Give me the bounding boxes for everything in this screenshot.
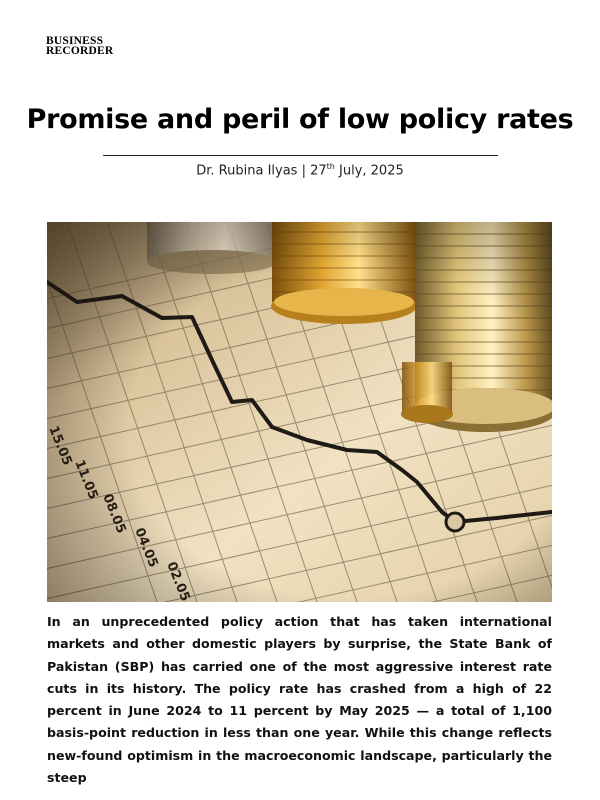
author-name: Dr. Rubina Ilyas xyxy=(196,163,298,179)
byline xyxy=(0,162,600,178)
logo-line-2: RECORDER xyxy=(46,45,114,57)
publication-logo xyxy=(46,36,113,56)
title-divider xyxy=(103,155,498,156)
date-day: 27 xyxy=(310,163,327,179)
financial-chart-coins-illustration xyxy=(47,222,552,602)
article-photo xyxy=(47,222,552,602)
byline-separator: | xyxy=(301,163,306,179)
date-rest: July, 2025 xyxy=(334,163,404,179)
article-body: In an unprecedented policy action that has taken international markets and other domestic players by surprise, the State Bank of Pakistan (SBP) has carried one of the most aggressive interest rate cuts in its history. The policy rate has crashed from a high of 22 percent in June 2024 to 11 percent by May 2025 — a total of 1,100 basis-point reduction in less than one year. While this change reflects new-found optimism in the macroeconomic landscape, particularly the steep xyxy=(47,614,552,786)
date-suffix: th xyxy=(326,162,335,171)
logo-line-1: BUSINESS xyxy=(46,35,104,47)
article-title: Promise and peril of low policy rates xyxy=(26,104,574,135)
